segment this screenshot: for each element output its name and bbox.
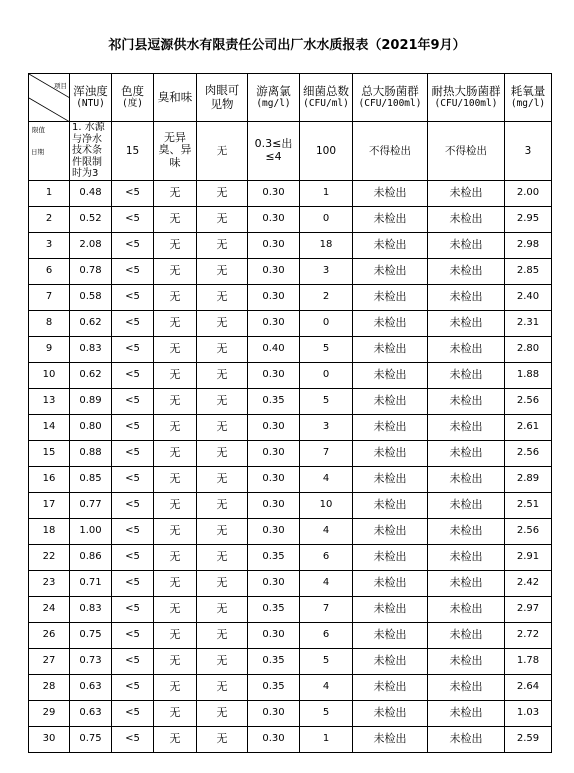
column-header-unit: (CFU/100ml) — [434, 97, 498, 109]
column-header-unit: 见物 — [210, 96, 234, 111]
date-cell: 2 — [29, 206, 70, 232]
value-cell: <5 — [112, 596, 154, 622]
value-cell: 4 — [300, 570, 353, 596]
value-cell: 未检出 — [353, 284, 428, 310]
value-cell: 无 — [154, 518, 197, 544]
value-cell: 7 — [300, 440, 353, 466]
value-cell: <5 — [112, 544, 154, 570]
date-cell: 22 — [29, 544, 70, 570]
value-cell: 未检出 — [353, 570, 428, 596]
value-cell: 0.83 — [70, 596, 112, 622]
value-cell: 2.59 — [505, 726, 552, 752]
value-cell: <5 — [112, 336, 154, 362]
value-cell: 0.30 — [248, 414, 300, 440]
date-cell: 9 — [29, 336, 70, 362]
value-cell: 2.31 — [505, 310, 552, 336]
value-cell: 0.80 — [70, 414, 112, 440]
value-cell: 无 — [154, 674, 197, 700]
date-cell: 30 — [29, 726, 70, 752]
column-header — [248, 74, 300, 122]
column-header-name: 浑浊度 — [73, 84, 108, 99]
table-row — [29, 206, 552, 232]
value-cell: 0.30 — [248, 258, 300, 284]
value-cell: 无 — [197, 622, 248, 648]
limit-cell: 1. 水源与净水技术条件限制时为3 — [70, 122, 112, 181]
value-cell: 0.83 — [70, 336, 112, 362]
value-cell: <5 — [112, 518, 154, 544]
value-cell: 未检出 — [428, 388, 505, 414]
column-header-unit: (mg/l) — [256, 97, 291, 109]
value-cell: 0.30 — [248, 440, 300, 466]
value-cell: 未检出 — [353, 700, 428, 726]
value-cell: 无 — [197, 700, 248, 726]
limit-cell: 不得检出 — [353, 122, 428, 181]
value-cell: 0.30 — [248, 466, 300, 492]
value-cell: 无 — [197, 310, 248, 336]
column-header-name: 耗氧量 — [510, 84, 546, 99]
value-cell: 无 — [154, 700, 197, 726]
value-cell: 未检出 — [353, 258, 428, 284]
value-cell: 2.56 — [505, 440, 552, 466]
limit-row — [29, 122, 552, 181]
value-cell: 3 — [300, 258, 353, 284]
value-cell: 无 — [197, 492, 248, 518]
value-cell: 0.30 — [248, 700, 300, 726]
value-cell: 未检出 — [428, 596, 505, 622]
limit-cell: 不得检出 — [428, 122, 505, 181]
value-cell: 未检出 — [428, 570, 505, 596]
value-cell: 2.72 — [505, 622, 552, 648]
value-cell: 无 — [197, 414, 248, 440]
value-cell: 2.42 — [505, 570, 552, 596]
value-cell: 未检出 — [353, 414, 428, 440]
table-row — [29, 700, 552, 726]
date-cell: 1 — [29, 180, 70, 206]
value-cell: 0.86 — [70, 544, 112, 570]
value-cell: 0.63 — [70, 700, 112, 726]
table-row — [29, 622, 552, 648]
value-cell: 无 — [197, 596, 248, 622]
value-cell: 未检出 — [428, 180, 505, 206]
column-header-name: 细菌总数 — [303, 84, 349, 99]
column-header-unit: (CFU/100ml) — [358, 97, 422, 109]
value-cell: <5 — [112, 414, 154, 440]
value-cell: 无 — [197, 648, 248, 674]
header-row — [29, 74, 552, 122]
value-cell: 未检出 — [353, 362, 428, 388]
value-cell: 无 — [197, 674, 248, 700]
value-cell: 未检出 — [353, 336, 428, 362]
value-cell: 2.80 — [505, 336, 552, 362]
column-header-name: 总大肠菌群 — [361, 84, 419, 99]
value-cell: 未检出 — [428, 492, 505, 518]
value-cell: 未检出 — [428, 648, 505, 674]
value-cell: 0.30 — [248, 180, 300, 206]
value-cell: 未检出 — [353, 622, 428, 648]
value-cell: 0.58 — [70, 284, 112, 310]
value-cell: 2.51 — [505, 492, 552, 518]
value-cell: <5 — [112, 674, 154, 700]
column-header-unit: (度) — [122, 97, 143, 109]
value-cell: 0.30 — [248, 206, 300, 232]
value-cell: <5 — [112, 648, 154, 674]
value-cell: <5 — [112, 388, 154, 414]
value-cell: 4 — [300, 466, 353, 492]
value-cell: 2.98 — [505, 232, 552, 258]
limit-cell: 15 — [112, 122, 154, 181]
column-header — [505, 74, 552, 122]
value-cell: 0.30 — [248, 310, 300, 336]
value-cell: 未检出 — [428, 414, 505, 440]
value-cell: 无 — [197, 362, 248, 388]
value-cell: 无 — [154, 284, 197, 310]
table-row — [29, 388, 552, 414]
value-cell: 未检出 — [353, 440, 428, 466]
date-cell: 16 — [29, 466, 70, 492]
value-cell: <5 — [112, 440, 154, 466]
value-cell: 无 — [197, 258, 248, 284]
value-cell: 0.30 — [248, 492, 300, 518]
value-cell: <5 — [112, 180, 154, 206]
value-cell: 0.40 — [248, 336, 300, 362]
value-cell: 未检出 — [428, 622, 505, 648]
date-cell: 23 — [29, 570, 70, 596]
value-cell: 5 — [300, 700, 353, 726]
value-cell: 18 — [300, 232, 353, 258]
value-cell: 未检出 — [353, 674, 428, 700]
value-cell: 0.30 — [248, 570, 300, 596]
table-row — [29, 414, 552, 440]
value-cell: 0.48 — [70, 180, 112, 206]
value-cell: 无 — [197, 180, 248, 206]
value-cell: 无 — [197, 570, 248, 596]
value-cell: 未检出 — [428, 258, 505, 284]
value-cell: 10 — [300, 492, 353, 518]
value-cell: 2.64 — [505, 674, 552, 700]
value-cell: 无 — [154, 440, 197, 466]
corner-label-item: 项目 — [54, 82, 67, 90]
value-cell: 0.88 — [70, 440, 112, 466]
value-cell: 0 — [300, 206, 353, 232]
column-header-name: 游离氯 — [256, 84, 291, 99]
value-cell: 无 — [197, 336, 248, 362]
value-cell: 2.61 — [505, 414, 552, 440]
value-cell: 1 — [300, 180, 353, 206]
table-row — [29, 258, 552, 284]
value-cell: 未检出 — [353, 648, 428, 674]
value-cell: 未检出 — [353, 596, 428, 622]
value-cell: 无 — [154, 258, 197, 284]
date-cell: 14 — [29, 414, 70, 440]
value-cell: 未检出 — [353, 310, 428, 336]
value-cell: 1.78 — [505, 648, 552, 674]
limit-cell: 0.3≤出≤4 — [248, 122, 300, 181]
column-header — [197, 74, 248, 122]
value-cell: 2.00 — [505, 180, 552, 206]
table-row — [29, 674, 552, 700]
value-cell: 0.75 — [70, 622, 112, 648]
value-cell: 0.35 — [248, 648, 300, 674]
value-cell: 0.77 — [70, 492, 112, 518]
value-cell: 5 — [300, 648, 353, 674]
value-cell: 2.40 — [505, 284, 552, 310]
value-cell: 0.85 — [70, 466, 112, 492]
value-cell: 未检出 — [428, 674, 505, 700]
value-cell: 5 — [300, 388, 353, 414]
column-header — [112, 74, 154, 122]
value-cell: 2.91 — [505, 544, 552, 570]
value-cell: 无 — [154, 466, 197, 492]
value-cell: 0.75 — [70, 726, 112, 752]
date-cell: 26 — [29, 622, 70, 648]
column-header — [428, 74, 505, 122]
value-cell: 0.30 — [248, 232, 300, 258]
value-cell: 2.89 — [505, 466, 552, 492]
value-cell: 无 — [197, 388, 248, 414]
column-header — [300, 74, 353, 122]
value-cell: 0.78 — [70, 258, 112, 284]
value-cell: 无 — [154, 544, 197, 570]
value-cell: 7 — [300, 596, 353, 622]
value-cell: 0.35 — [248, 388, 300, 414]
value-cell: 0.62 — [70, 362, 112, 388]
value-cell: 0.63 — [70, 674, 112, 700]
table-row — [29, 362, 552, 388]
value-cell: 2 — [300, 284, 353, 310]
value-cell: <5 — [112, 726, 154, 752]
value-cell: 未检出 — [353, 544, 428, 570]
value-cell: 未检出 — [428, 700, 505, 726]
table-row — [29, 284, 552, 310]
value-cell: 未检出 — [353, 180, 428, 206]
date-cell: 13 — [29, 388, 70, 414]
value-cell: <5 — [112, 206, 154, 232]
limit-cell: 100 — [300, 122, 353, 181]
limit-cell: 无 — [197, 122, 248, 181]
date-cell: 6 — [29, 258, 70, 284]
value-cell: 无 — [154, 180, 197, 206]
water-quality-table — [28, 73, 552, 753]
value-cell: 未检出 — [428, 466, 505, 492]
table-row — [29, 726, 552, 752]
value-cell: 0 — [300, 310, 353, 336]
value-cell: 4 — [300, 518, 353, 544]
date-cell: 28 — [29, 674, 70, 700]
value-cell: 无 — [154, 648, 197, 674]
report-title: 祁门县逗源供水有限责任公司出厂水水质报表（2021年9月） — [108, 38, 466, 53]
value-cell: 无 — [197, 466, 248, 492]
date-cell: 10 — [29, 362, 70, 388]
value-cell: 6 — [300, 622, 353, 648]
value-cell: 1 — [300, 726, 353, 752]
table-row — [29, 310, 552, 336]
column-header — [353, 74, 428, 122]
value-cell: 未检出 — [428, 206, 505, 232]
table-row — [29, 336, 552, 362]
value-cell: 无 — [197, 726, 248, 752]
value-cell: 5 — [300, 336, 353, 362]
column-header — [154, 74, 197, 122]
value-cell: 未检出 — [353, 518, 428, 544]
value-cell: 未检出 — [353, 206, 428, 232]
value-cell: 0.62 — [70, 310, 112, 336]
value-cell: 0 — [300, 362, 353, 388]
table-body — [29, 74, 552, 753]
value-cell: 无 — [154, 622, 197, 648]
value-cell: <5 — [112, 700, 154, 726]
value-cell: 未检出 — [428, 518, 505, 544]
value-cell: 无 — [197, 232, 248, 258]
value-cell: 0.35 — [248, 674, 300, 700]
value-cell: 0.35 — [248, 544, 300, 570]
date-cell: 18 — [29, 518, 70, 544]
value-cell: 未检出 — [428, 284, 505, 310]
value-cell: 2.08 — [70, 232, 112, 258]
table-row — [29, 440, 552, 466]
table-row — [29, 570, 552, 596]
column-header-name: 色度 — [121, 84, 144, 99]
table-row — [29, 648, 552, 674]
value-cell: <5 — [112, 362, 154, 388]
date-cell: 29 — [29, 700, 70, 726]
value-cell: <5 — [112, 232, 154, 258]
value-cell: 2.56 — [505, 388, 552, 414]
value-cell: <5 — [112, 570, 154, 596]
value-cell: 无 — [197, 544, 248, 570]
value-cell: 2.85 — [505, 258, 552, 284]
value-cell: 0.30 — [248, 284, 300, 310]
corner-cell — [29, 74, 70, 122]
value-cell: 无 — [154, 492, 197, 518]
value-cell: 无 — [154, 206, 197, 232]
value-cell: 无 — [154, 232, 197, 258]
date-cell: 15 — [29, 440, 70, 466]
value-cell: 2.97 — [505, 596, 552, 622]
value-cell: 3 — [300, 414, 353, 440]
value-cell: 无 — [197, 518, 248, 544]
value-cell: 4 — [300, 674, 353, 700]
value-cell: 2.95 — [505, 206, 552, 232]
value-cell: 未检出 — [428, 726, 505, 752]
value-cell: 无 — [197, 284, 248, 310]
limit-cell: 无异臭、异味 — [154, 122, 197, 181]
value-cell: 无 — [154, 596, 197, 622]
value-cell: 0.52 — [70, 206, 112, 232]
column-header-unit: (mg/l) — [510, 97, 546, 109]
value-cell: 未检出 — [353, 388, 428, 414]
value-cell: 未检出 — [428, 440, 505, 466]
value-cell: 未检出 — [428, 336, 505, 362]
value-cell: 0.30 — [248, 726, 300, 752]
table-row — [29, 180, 552, 206]
table-row — [29, 466, 552, 492]
date-cell: 3 — [29, 232, 70, 258]
column-header-unit: (NTU) — [76, 97, 105, 109]
value-cell: 0.30 — [248, 518, 300, 544]
value-cell: <5 — [112, 284, 154, 310]
value-cell: 0.71 — [70, 570, 112, 596]
column-header-name: 耐热大肠菌群 — [431, 84, 501, 99]
value-cell: 无 — [154, 310, 197, 336]
value-cell: 未检出 — [353, 726, 428, 752]
value-cell: 无 — [154, 362, 197, 388]
table-row — [29, 544, 552, 570]
value-cell: 无 — [154, 570, 197, 596]
value-cell: <5 — [112, 622, 154, 648]
value-cell: 未检出 — [428, 310, 505, 336]
value-cell: 0.89 — [70, 388, 112, 414]
date-cell: 8 — [29, 310, 70, 336]
value-cell: 0.30 — [248, 622, 300, 648]
value-cell: 2.56 — [505, 518, 552, 544]
value-cell: 1.00 — [70, 518, 112, 544]
corner-label-date: 日期 — [31, 148, 44, 156]
value-cell: 0.35 — [248, 596, 300, 622]
value-cell: 未检出 — [428, 362, 505, 388]
column-header-unit: (CFU/ml) — [303, 97, 349, 109]
table-row — [29, 596, 552, 622]
value-cell: 0.30 — [248, 362, 300, 388]
column-header — [70, 74, 112, 122]
value-cell: 1.03 — [505, 700, 552, 726]
value-cell: 未检出 — [428, 232, 505, 258]
value-cell: <5 — [112, 258, 154, 284]
value-cell: 6 — [300, 544, 353, 570]
value-cell: 未检出 — [353, 466, 428, 492]
date-cell: 24 — [29, 596, 70, 622]
value-cell: 0.73 — [70, 648, 112, 674]
value-cell: <5 — [112, 310, 154, 336]
date-cell: 27 — [29, 648, 70, 674]
date-cell: 17 — [29, 492, 70, 518]
value-cell: <5 — [112, 492, 154, 518]
table-row — [29, 492, 552, 518]
corner-label-limit: 限值 — [32, 126, 45, 134]
limit-cell: 3 — [505, 122, 552, 181]
date-cell: 7 — [29, 284, 70, 310]
table-row — [29, 518, 552, 544]
value-cell: 无 — [197, 206, 248, 232]
value-cell: 无 — [154, 726, 197, 752]
value-cell: 无 — [197, 440, 248, 466]
value-cell: 无 — [154, 414, 197, 440]
value-cell: 无 — [154, 388, 197, 414]
value-cell: 未检出 — [428, 544, 505, 570]
value-cell: 未检出 — [353, 232, 428, 258]
value-cell: 未检出 — [353, 492, 428, 518]
value-cell: <5 — [112, 466, 154, 492]
value-cell: 无 — [154, 336, 197, 362]
value-cell: 1.88 — [505, 362, 552, 388]
column-header-name: 臭和味 — [157, 89, 193, 104]
corner-cell-lower — [29, 122, 70, 181]
column-header-name: 肉眼可 — [204, 83, 240, 98]
table-row — [29, 232, 552, 258]
